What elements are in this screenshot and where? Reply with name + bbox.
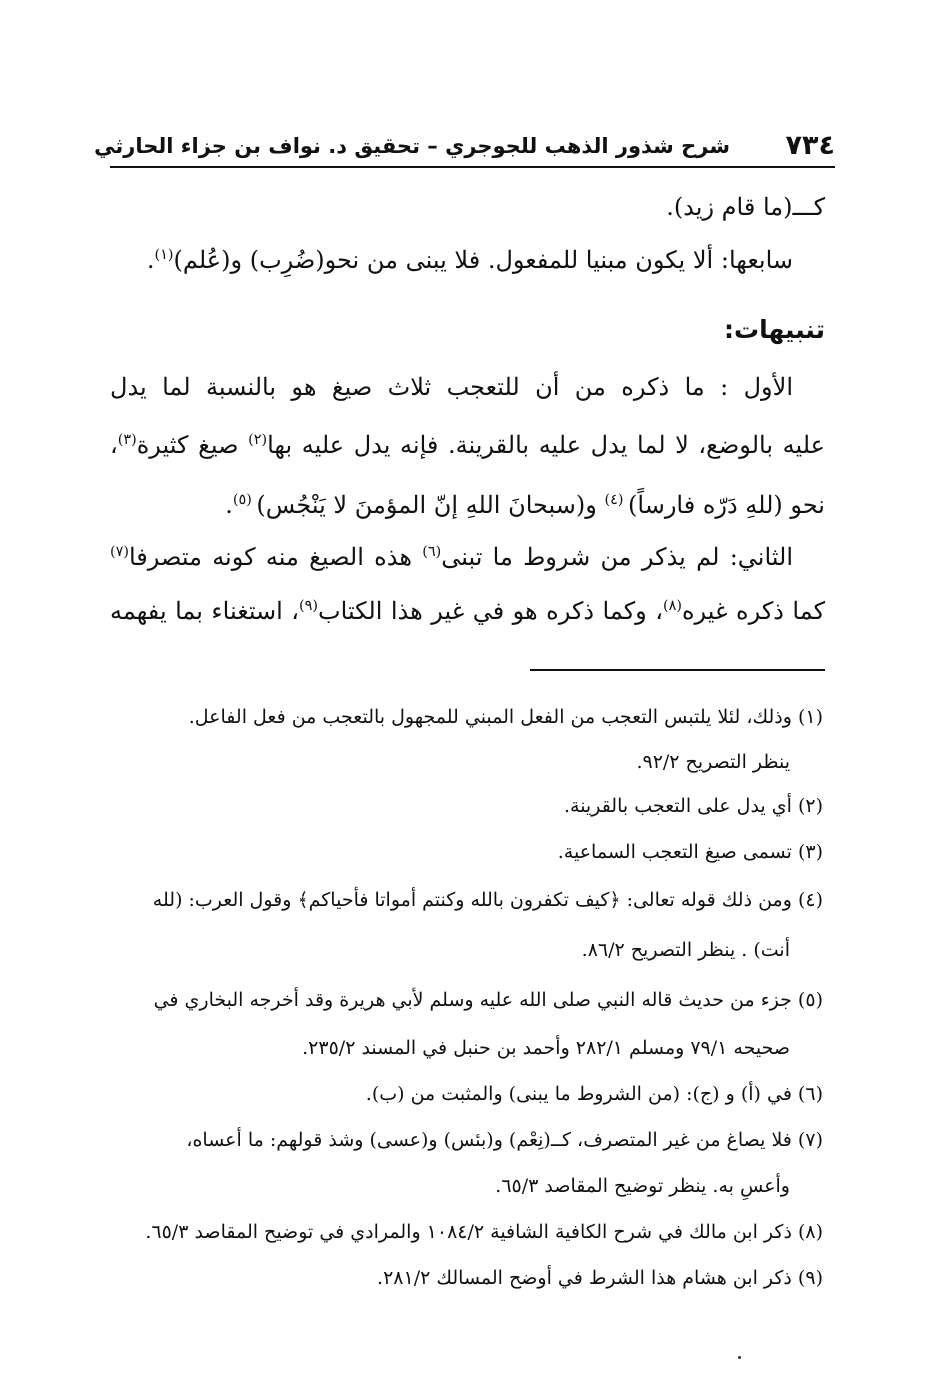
- footnote-5-line-2: صحيحه ٧٩/١ ومسلم ٢٨٢/١ وأحمد بن حنبل في المسند ٢٣٥/٢.: [302, 1037, 790, 1059]
- para2-line-1: [110, 540, 793, 574]
- footnote-ref-7[interactable]: (٧): [110, 544, 129, 560]
- footnote-ref-6[interactable]: (٦): [422, 544, 442, 560]
- para1-line-1-text: الأول : ما ذكره من أن للتعجب ثلاث صيغ هو بالنسبة لما يدل: [110, 373, 793, 401]
- para2-line-2-part-b: ، وكما ذكره هو في غير هذا الكتاب: [318, 597, 663, 625]
- footnote-6: (٦) في (أ) و (ج): (من الشروط ما يبنى) والمثبت من (ب).: [365, 1083, 823, 1105]
- body-line-1: [110, 190, 825, 224]
- para1-line-2-part-c: ،: [110, 431, 118, 459]
- para2-line-2-part-c: ، استغناء بما يفهمه: [110, 597, 300, 625]
- page-number: ٧٣٤: [785, 130, 835, 161]
- para2-line-1-part-b: هذه الصيغ منه كونه متصرفا: [128, 543, 423, 571]
- para2-line-2-part-a: كما ذكره غيره: [681, 597, 825, 625]
- para2-line-2: [110, 594, 825, 628]
- footnote-2: (٢) أي يدل على التعجب بالقرينة.: [563, 795, 823, 817]
- para1-line-2-part-a: عليه بالوضع، لا لما يدل عليه بالقرينة. فإنه يدل عليه بها: [267, 431, 825, 459]
- section-heading-text: تنبيهات:: [723, 315, 825, 344]
- section-heading: [110, 313, 825, 347]
- para1-line-3-part-b: و(سبحانَ اللهِ إنّ المؤمنَ لا يَنْجُس): [256, 491, 605, 519]
- footnote-7-line-2: وأعسِ به. ينظر توضيح المقاصد ٦٥/٣.: [495, 1175, 790, 1197]
- footnote-ref-9[interactable]: (٩): [299, 598, 319, 614]
- footnote-1-line-1: (١) وذلك، لئلا يلتبس التعجب من الفعل المبني للمجهول بالتعجب من فعل الفاعل.: [188, 706, 823, 728]
- para1-line-2: [110, 428, 825, 462]
- book-title: شرح شذور الذهب للجوجري – تحقيق د. نواف بن جزاء الحارثي: [94, 134, 730, 158]
- footnote-5-line-1: (٥) جزء من حديث قاله النبي صلى الله عليه وسلم لأبي هريرة وقد أخرجه البخاري في: [153, 989, 823, 1011]
- footnote-ref-5[interactable]: (٥): [232, 492, 257, 508]
- para1-line-3-part-a: نحو (للهِ دَرّه فارساً): [628, 491, 825, 519]
- footnote-ref-2[interactable]: (٢): [248, 432, 268, 448]
- body-line-1-text: كـــ(ما قام زيد).: [666, 193, 825, 221]
- para1-line-3-part-c: .: [225, 491, 233, 519]
- footnote-ref-3[interactable]: (٣): [117, 432, 137, 448]
- footnote-separator: [530, 669, 825, 671]
- scan-speck: [738, 1356, 741, 1359]
- footnote-7-line-1: (٧) فلا يصاغ من غير المتصرف، كــ(نِعْم) و(بئس) و(عسى) وشذ قولهم: ما أعساه،: [186, 1129, 823, 1151]
- footnote-ref-1[interactable]: (١): [154, 247, 174, 263]
- footnote-4-line-1: (٤) ومن ذلك قوله تعالى: ﴿كيف تكفرون بالله وكنتم أمواتا فأحياكم﴾ وقول العرب: (لله: [152, 889, 823, 911]
- footnote-8: (٨) ذكر ابن مالك في شرح الكافية الشافية ١٠٨٤/٢ والمرادي في توضيح المقاصد ٦٥/٣.: [145, 1221, 823, 1243]
- footnote-3: (٣) تسمى صيغ التعجب السماعية.: [557, 841, 823, 863]
- body-line-2-end: .: [146, 246, 155, 274]
- body-line-2-text: سابعها: ألا يكون مبنيا للمفعول. فلا يبنى من نحو(ضُرِب) و(عُلم): [173, 246, 793, 274]
- body-line-2: [110, 243, 793, 277]
- footnote-4-line-2: أنت) . ينظر التصريح ٨٦/٢.: [581, 939, 790, 961]
- footnote-ref-8[interactable]: (٨): [662, 598, 682, 614]
- footnote-ref-4[interactable]: (٤): [604, 492, 629, 508]
- para1-line-2-part-b: صيغ كثيرة: [136, 431, 249, 459]
- para1-line-1: [110, 370, 793, 404]
- footnote-9: (٩) ذكر ابن هشام هذا الشرط في أوضح المسالك ٢٨١/٢.: [377, 1267, 823, 1289]
- para2-line-1-part-a: الثاني: لم يذكر من شروط ما تبنى: [441, 543, 793, 571]
- para1-line-3: [110, 488, 825, 522]
- footnote-1-line-2: ينظر التصريح ٩٢/٢.: [636, 751, 790, 773]
- running-header: [94, 126, 835, 168]
